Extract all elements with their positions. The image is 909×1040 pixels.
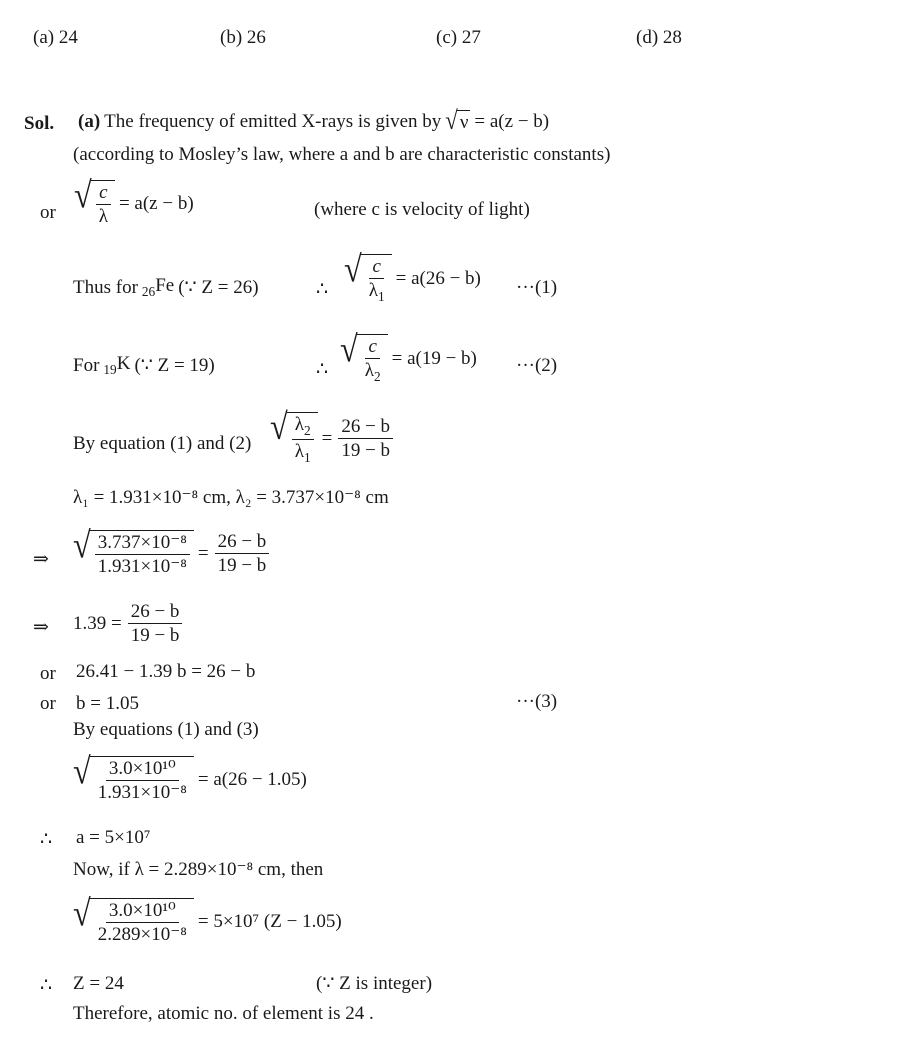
eq-c-lambda: √ $\frac{c}{\lambda}$ = a(z − b) — [74, 174, 194, 227]
or-3: or — [40, 693, 56, 714]
option-c: (c) 27 — [436, 27, 481, 48]
therefore-1: ∴ — [316, 279, 329, 300]
or-label: or — [40, 202, 56, 223]
eq-2: √ $\frac{c}{\lambda_2}$ = a(19 − b) — [340, 328, 477, 384]
line-2641: 26.41 − 1.39 b = 26 − b — [76, 661, 256, 682]
implies-1: ⇒ — [33, 549, 49, 570]
thus-for-fe: Thus for $_{26}$Fe (∵ Z = 26) — [73, 275, 259, 299]
option-a: (a) 24 — [33, 27, 78, 48]
option-b: (b) 26 — [220, 27, 266, 48]
sol-intro — [78, 105, 550, 135]
by-eq13: By equations (1) and (3) — [73, 719, 259, 740]
by-eq12: By equation (1) and (2) — [73, 433, 252, 454]
lambda-values: λ₁ = 1.931×10⁻⁸ cm, λ₂ = 3.737×10⁻⁸ cm — [73, 487, 389, 508]
eq1-tag: ···(1) — [516, 277, 558, 298]
eq3-tag: ···(3) — [516, 691, 558, 712]
sqrt-nu: √ ν — [445, 105, 469, 135]
for-k: For $_{19}$K (∵ Z = 19) — [73, 353, 215, 377]
velocity-note: (where c is velocity of light) — [314, 199, 530, 220]
option-d: (d) 28 — [636, 27, 682, 48]
line-b: b = 1.05 — [76, 693, 139, 714]
sol-label: Sol. — [24, 113, 55, 134]
eq-1: √ $\frac{c}{\lambda_1}$ = a(26 − b) — [344, 248, 481, 304]
or-2: or — [40, 663, 56, 684]
ratio-eq: √ $\frac{\lambda_2}{\lambda_1}$ = $\frac{26 - b}{19 - b}$ — [270, 412, 395, 464]
therefore-3: ∴ — [40, 829, 53, 850]
z-note: (∵ Z is integer) — [316, 973, 433, 994]
intro-text: The frequency of emitted X-rays is given by — [104, 110, 442, 132]
eq-a-calc: √ $\frac{\text{3.0×10¹⁰}}{\text{1.931×10⁻⁸}}$ = a(26 − 1.05) — [73, 750, 307, 803]
now-if: Now, if λ = 2.289×10⁻⁸ cm, then — [73, 859, 324, 880]
z-value: Z = 24 — [73, 973, 124, 994]
eq2-tag: ···(2) — [516, 355, 558, 376]
intro-eq: = a(z − b) — [474, 110, 550, 132]
implies-2: ⇒ — [33, 617, 49, 638]
eq-ratio-values: √ $\frac{\text{3.737×10⁻⁸}}{\text{1.931×10⁻⁸}}$ = $\frac{26 - b}{19 - b}$ — [73, 530, 271, 576]
mosley-note: (according to Mosley’s law, where a and b are characteristic constants) — [73, 144, 611, 165]
eq-z-calc: √ $\frac{\text{3.0×10¹⁰}}{\text{2.289×10⁻⁸}}$ = 5×10⁷ (Z − 1.05) — [73, 892, 342, 945]
eq-139: 1.39 = $\frac{26 - b}{19 - b}$ — [73, 602, 184, 645]
conclusion: Therefore, atomic no. of element is 24 . — [73, 1003, 374, 1024]
sol-answer: (a) — [78, 110, 101, 132]
therefore-4: ∴ — [40, 975, 53, 996]
therefore-2: ∴ — [316, 359, 329, 380]
a-value: a = 5×10⁷ — [76, 827, 151, 848]
